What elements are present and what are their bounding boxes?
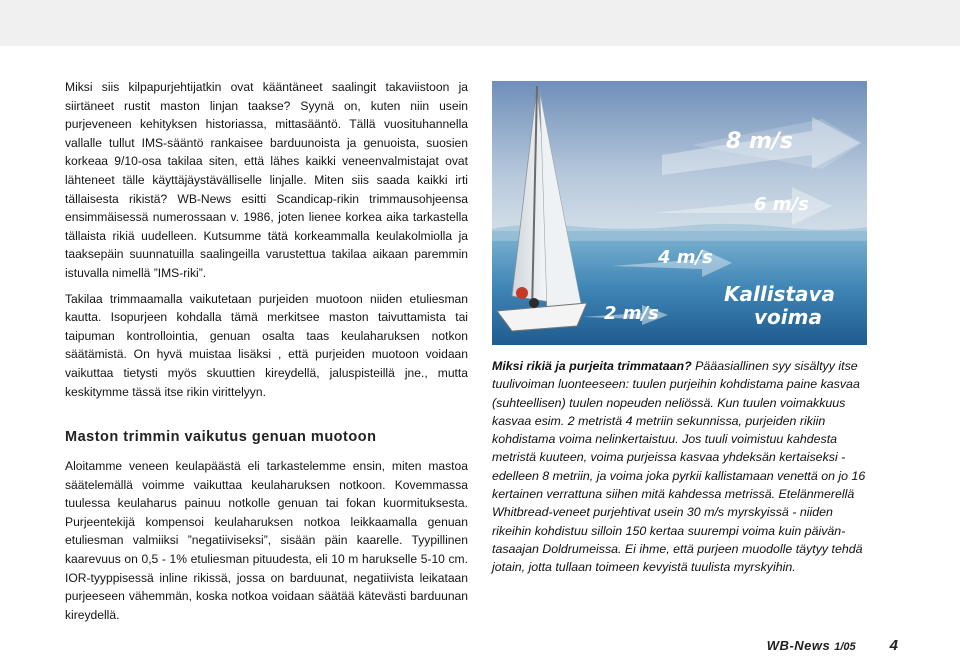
left-text-column	[65, 78, 468, 631]
intro-paragraph: Miksi siis kilpapurjehtijatkin ovat kääntäneet saalingit takaviistoon ja siirtäneet rustit maston linjan taakse? Syynä on, kuten niin usein purjeveneen kehityksen historiassa, mittasääntö. Tällä vuosituhannella vallalle tullut IMS-sääntö rankaisee barduunoista ja genuoista, suosien korkeaa 9/10-osa takilaa siten, että lähes kaikki veneenvalmistajat ovat lähteneet tälle käyttäjäystävälliselle linjalle. Miten siis saada kaikki irti tällaisesta rikistä? WB-News esitti Scandicap-rikin trimmausohjeensa ensimmäisessä numerossaan v. 1986, joten lienee korkea aika tarkastella tällaista rikiä uudelleen. Kutsumme tätä korkeammalla keulakolmiolla ja taaksepäin suunnatuilla saalingeilla varustettua takilaa aikaan paremmin istuvalla nimellä ”IMS-riki”.	[65, 80, 468, 280]
page-footer	[767, 637, 898, 655]
label-2ms: 2 m/s	[604, 303, 659, 324]
crew-member-2	[529, 298, 539, 308]
second-paragraph: Takilaa trimmaamalla vaikutetaan purjeiden muotoon niiden etuliesman kautta. Isopurjeen kohdalla tämä merkitsee maston taivuttamista tai taipuman kontrollointia, genuan osalta taas keulaharuksen notkon säätämistä. On hyvä muistaa lisäksi , että purjeiden muotoon voidaan vaikuttaa tietysti myös skuuttien kireydellä, jaluspisteillä jne., mutta keskitymme tässä itse rikin virittelyyn.	[65, 291, 468, 399]
third-paragraph: Aloitamme veneen keulapäästä eli tarkastelemme ensin, miten mastoa säätelemällä voimme vaikuttaa keulaharuksen notkoon. Kovemmassa tuulessa keulaharus painuu notkolle genuan tai fokan kuormituksesta. Purjeentekijä kompensoi keulaharuksen notkoa leikkaamalla genuan etuliesman valmiiksi ”negatiiviseksi”, sisään päin kaarelle. Tyypillinen kaarevuus on 0,5 - 1% etuliesman pituudesta, eli 10 m harukselle 5-10 cm. IOR-tyyppisessä inline rikissä, jossa on barduunat, negatiivista leikataan purjeeseen vähemmän, koska notkoa voidaan säätää kätevästi barduunan kireydellä.	[65, 459, 468, 622]
overlay-title-line1: Kallistava	[724, 282, 836, 306]
page-top-band	[0, 0, 960, 46]
label-6ms: 6 m/s	[754, 194, 809, 215]
label-4ms: 4 m/s	[658, 247, 713, 268]
figure-caption	[492, 357, 872, 577]
section-heading: Maston trimmin vaikutus genuan muotoon	[65, 429, 377, 446]
crew-member	[516, 287, 528, 299]
label-8ms: 8 m/s	[726, 129, 794, 154]
overlay-title-line2: voima	[754, 305, 822, 329]
page-number: 4	[889, 637, 898, 654]
footer-issue: 1/05	[834, 641, 856, 653]
footer-brand: WB-News	[766, 638, 831, 653]
illustration-canvas	[492, 81, 867, 345]
caption-lead: Miksi rikiä ja purjeita trimmataan?	[492, 359, 692, 373]
caption-body: Pääasiallinen syy sisältyy itse tuulivoiman luonteeseen: tuulen purjeihin kohdistama paine kasvaa (suhteellisen) tuulen nopeuden neliössä. Kun tuulen voimakkuus kasvaa esim. 2 metristä 4 metriin sekunnissa, purjeiden rikiin kohdistama voima nelinkertaistuu. Jos tuuli voimistuu kahdesta metristä kuuteen, voima purjeissa kasvaa yhdeksän kertaiseksi - edelleen 8 metriin, ja voima joka pyrkii kallistamaan venettä on jo 16 kertainen verrattuna siihen mitä kahdessa metrissä. Etelänmerellä Whitbread-veneet purjehtivat usein 30 m/s myrskyissä - niiden rikeihin kohdistuu silloin 150 kertaa suurempi voima kuin päiväntasaajan Doldrumeissa. Ei ihme, että purjeen muodolle täytyy tehdä jotain, jotta tullaan toimeen kevyistä tuulista myrskyihin.	[492, 359, 866, 575]
sailing-force-illustration	[492, 81, 867, 345]
